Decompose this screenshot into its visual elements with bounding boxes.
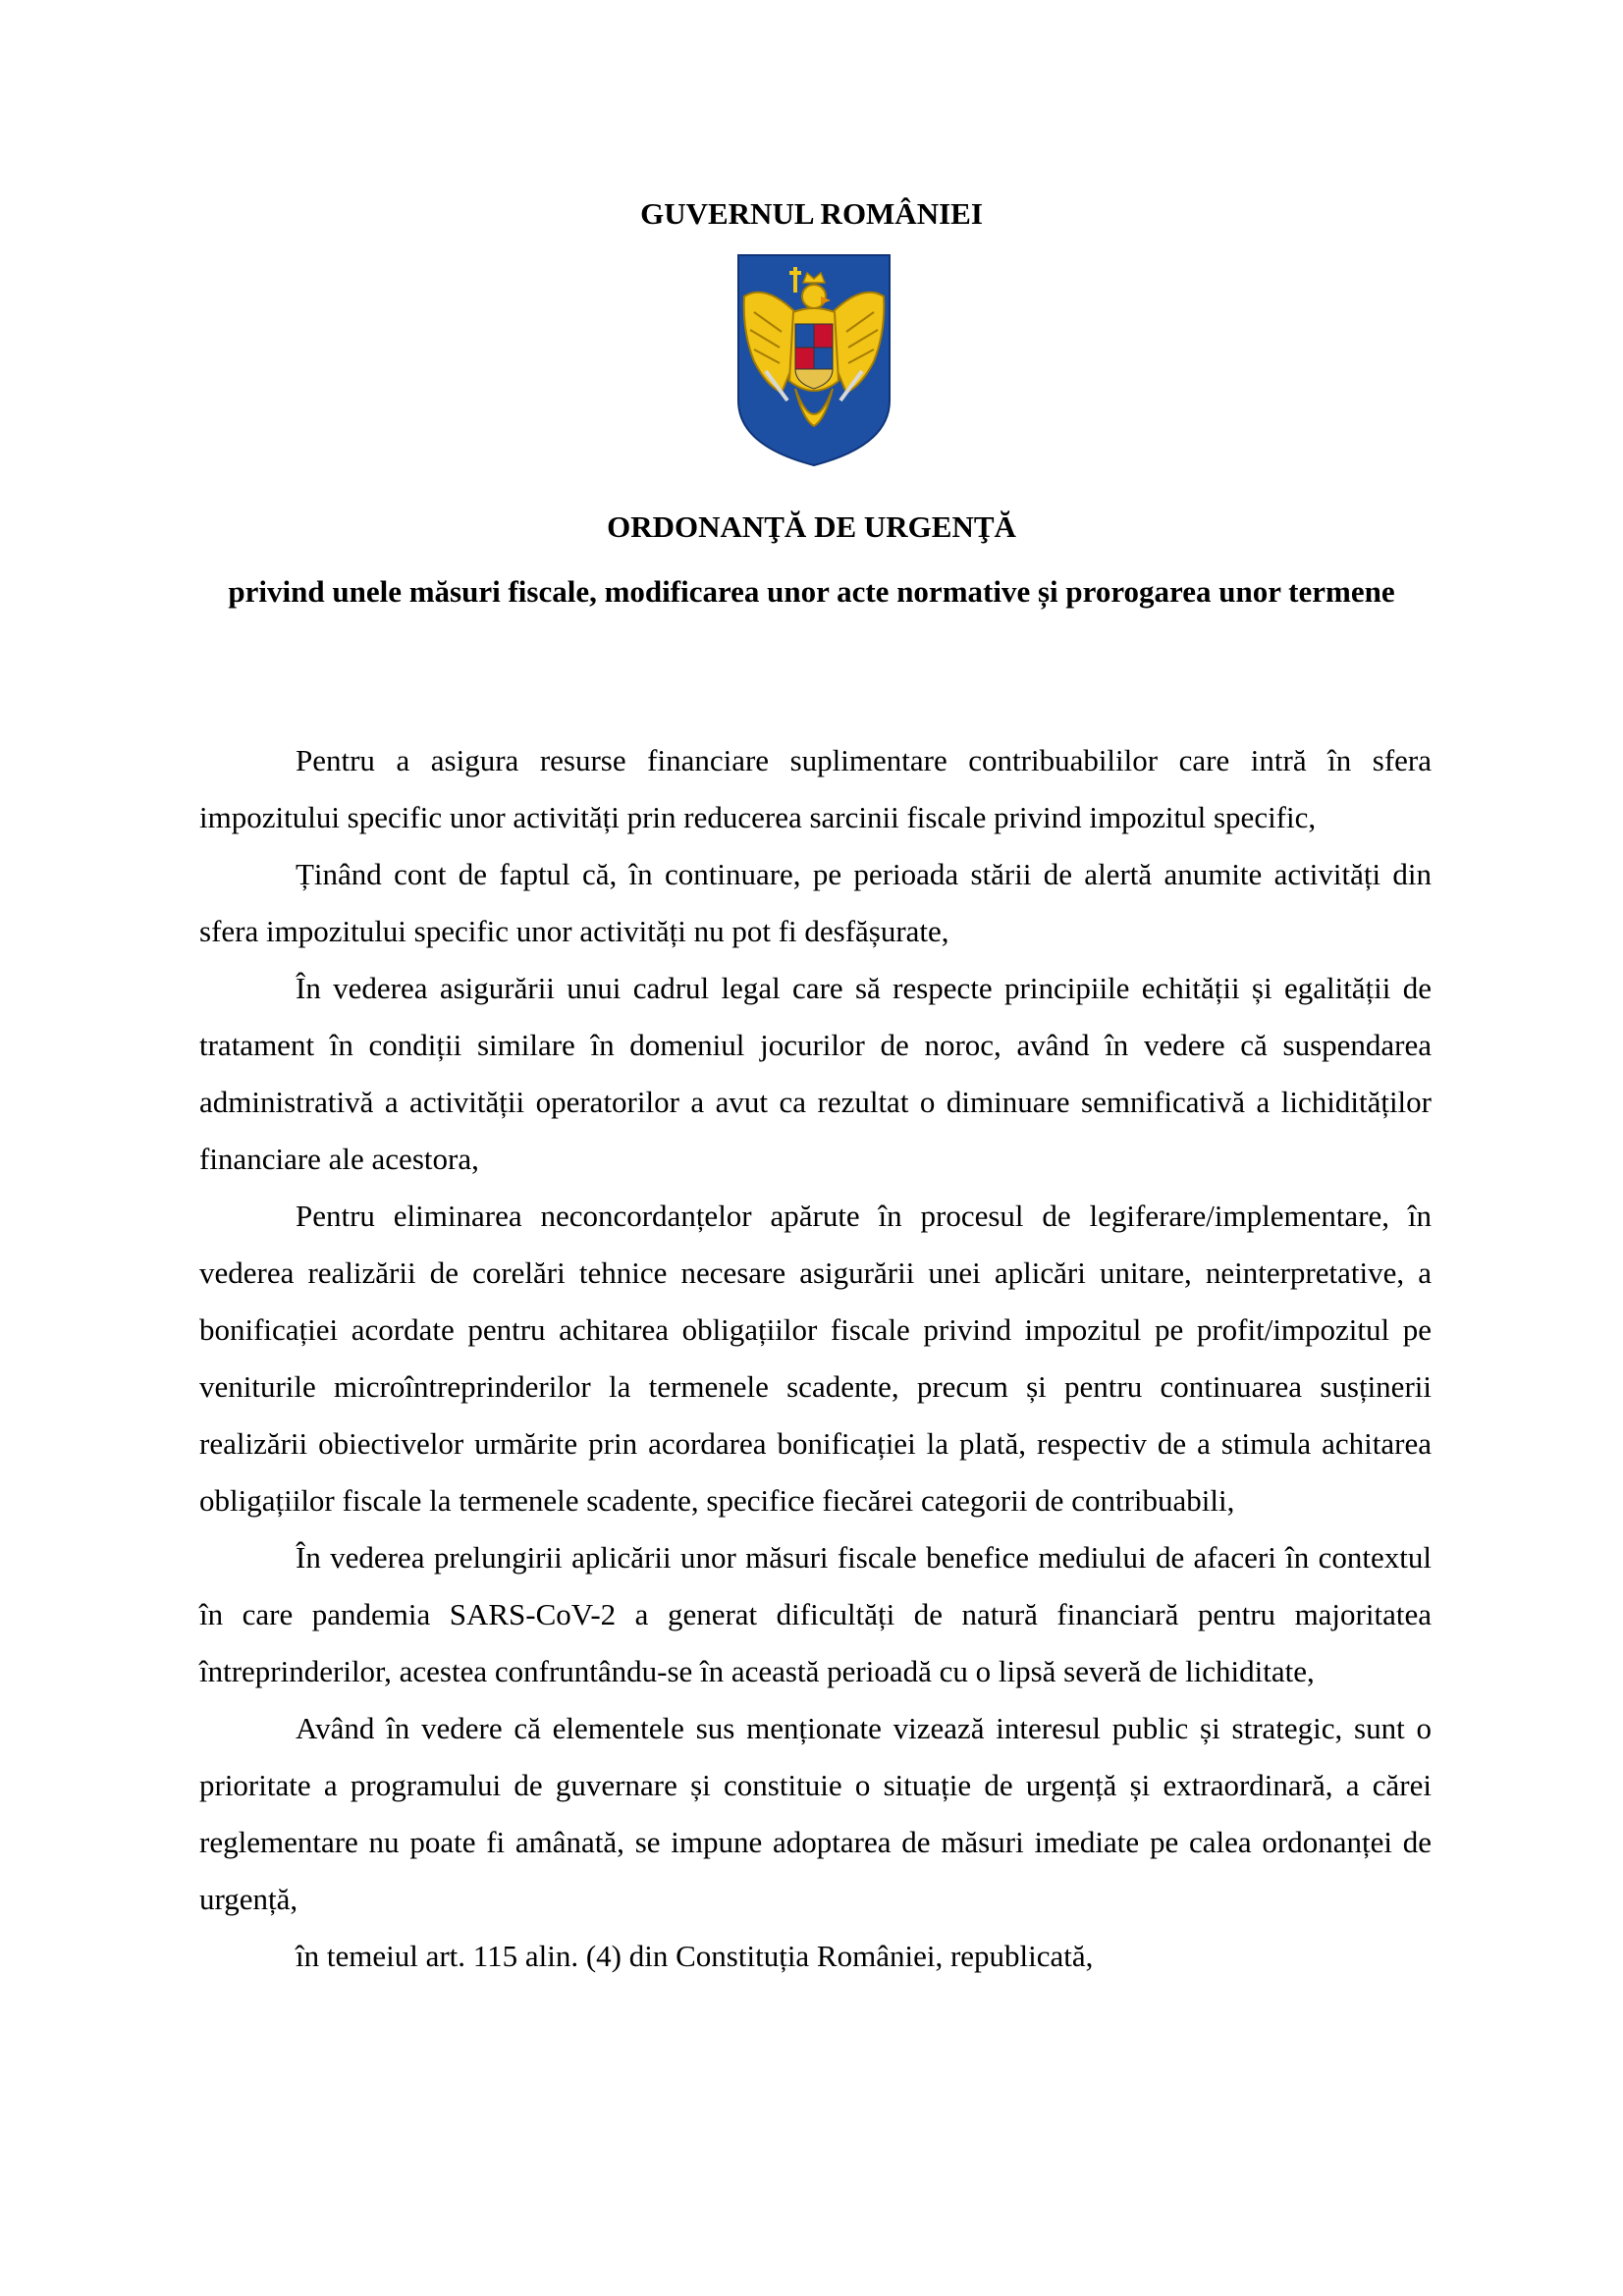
document-type-heading: ORDONANŢĂ DE URGENŢĂ <box>607 509 1016 544</box>
paragraph: Având în vedere că elementele sus menționate vizează interesul public și strategic, sunt o prioritate a programului de guvernare și constituie o situație de urgență și extraordinară, a cărei reglementare nu poate fi amânată, se impune adoptarea de măsuri imediate pe calea ordonanței de urgență, <box>199 1711 1432 1916</box>
document-subject-heading: privind unele măsuri fiscale, modificarea unor acte normative și prorogarea unor termene <box>228 574 1395 609</box>
paragraph: Pentru eliminarea neconcordanțelor apărute în procesul de legiferare/implementare, în vederea realizării de corelări tehnice necesare asigurării unei aplicări unitare, neinterpretative, a bonificației acordate pentru achitarea obligațiilor fiscale privind impozitul pe profit/impozitul pe veniturile microîntreprinderilor la termenele scadente, precum și pentru continuarea susținerii realizării obiectivelor urmărite prin acordarea bonificației la plată, respectiv de a stimula achitarea obligațiilor fiscale la termenele scadente, specifice fiecărei categorii de contribuabili, <box>199 1199 1432 1518</box>
paragraph: În vederea asigurării unui cadrul legal care să respecte principiile echității și egalității de tratament în condiții similare în domeniul jocurilor de noroc, având în vedere că suspendarea administrativă a activității operatorilor a avut ca rezultat o diminuare semnificativă a lichidităților financiare ale acestora, <box>199 971 1432 1176</box>
romania-coat-of-arms-icon <box>736 253 892 467</box>
paragraph: Pentru a asigura resurse financiare suplimentare contribuabililor care intră în sfera impozitului specific unor activități prin reducerea sarcinii fiscale privind impozitul specific, <box>199 743 1432 834</box>
paragraph: Ținând cont de faptul că, în continuare, pe perioada stării de alertă anumite activități din sfera impozitului specific unor activități nu pot fi desfășurate, <box>199 857 1432 948</box>
government-title: GUVERNUL ROMÂNIEI <box>640 196 983 231</box>
paragraph: în temeiul art. 115 alin. (4) din Constituția României, republicată, <box>296 1939 1094 1973</box>
paragraph: În vederea prelungirii aplicării unor măsuri fiscale benefice mediului de afaceri în contextul în care pandemia SARS-CoV-2 a generat dificultăți de natură financiară pentru majoritatea întreprinderilor, acestea confruntându-se în această perioadă cu o lipsă severă de lichiditate, <box>199 1540 1432 1688</box>
preamble-text <box>199 732 1432 1985</box>
